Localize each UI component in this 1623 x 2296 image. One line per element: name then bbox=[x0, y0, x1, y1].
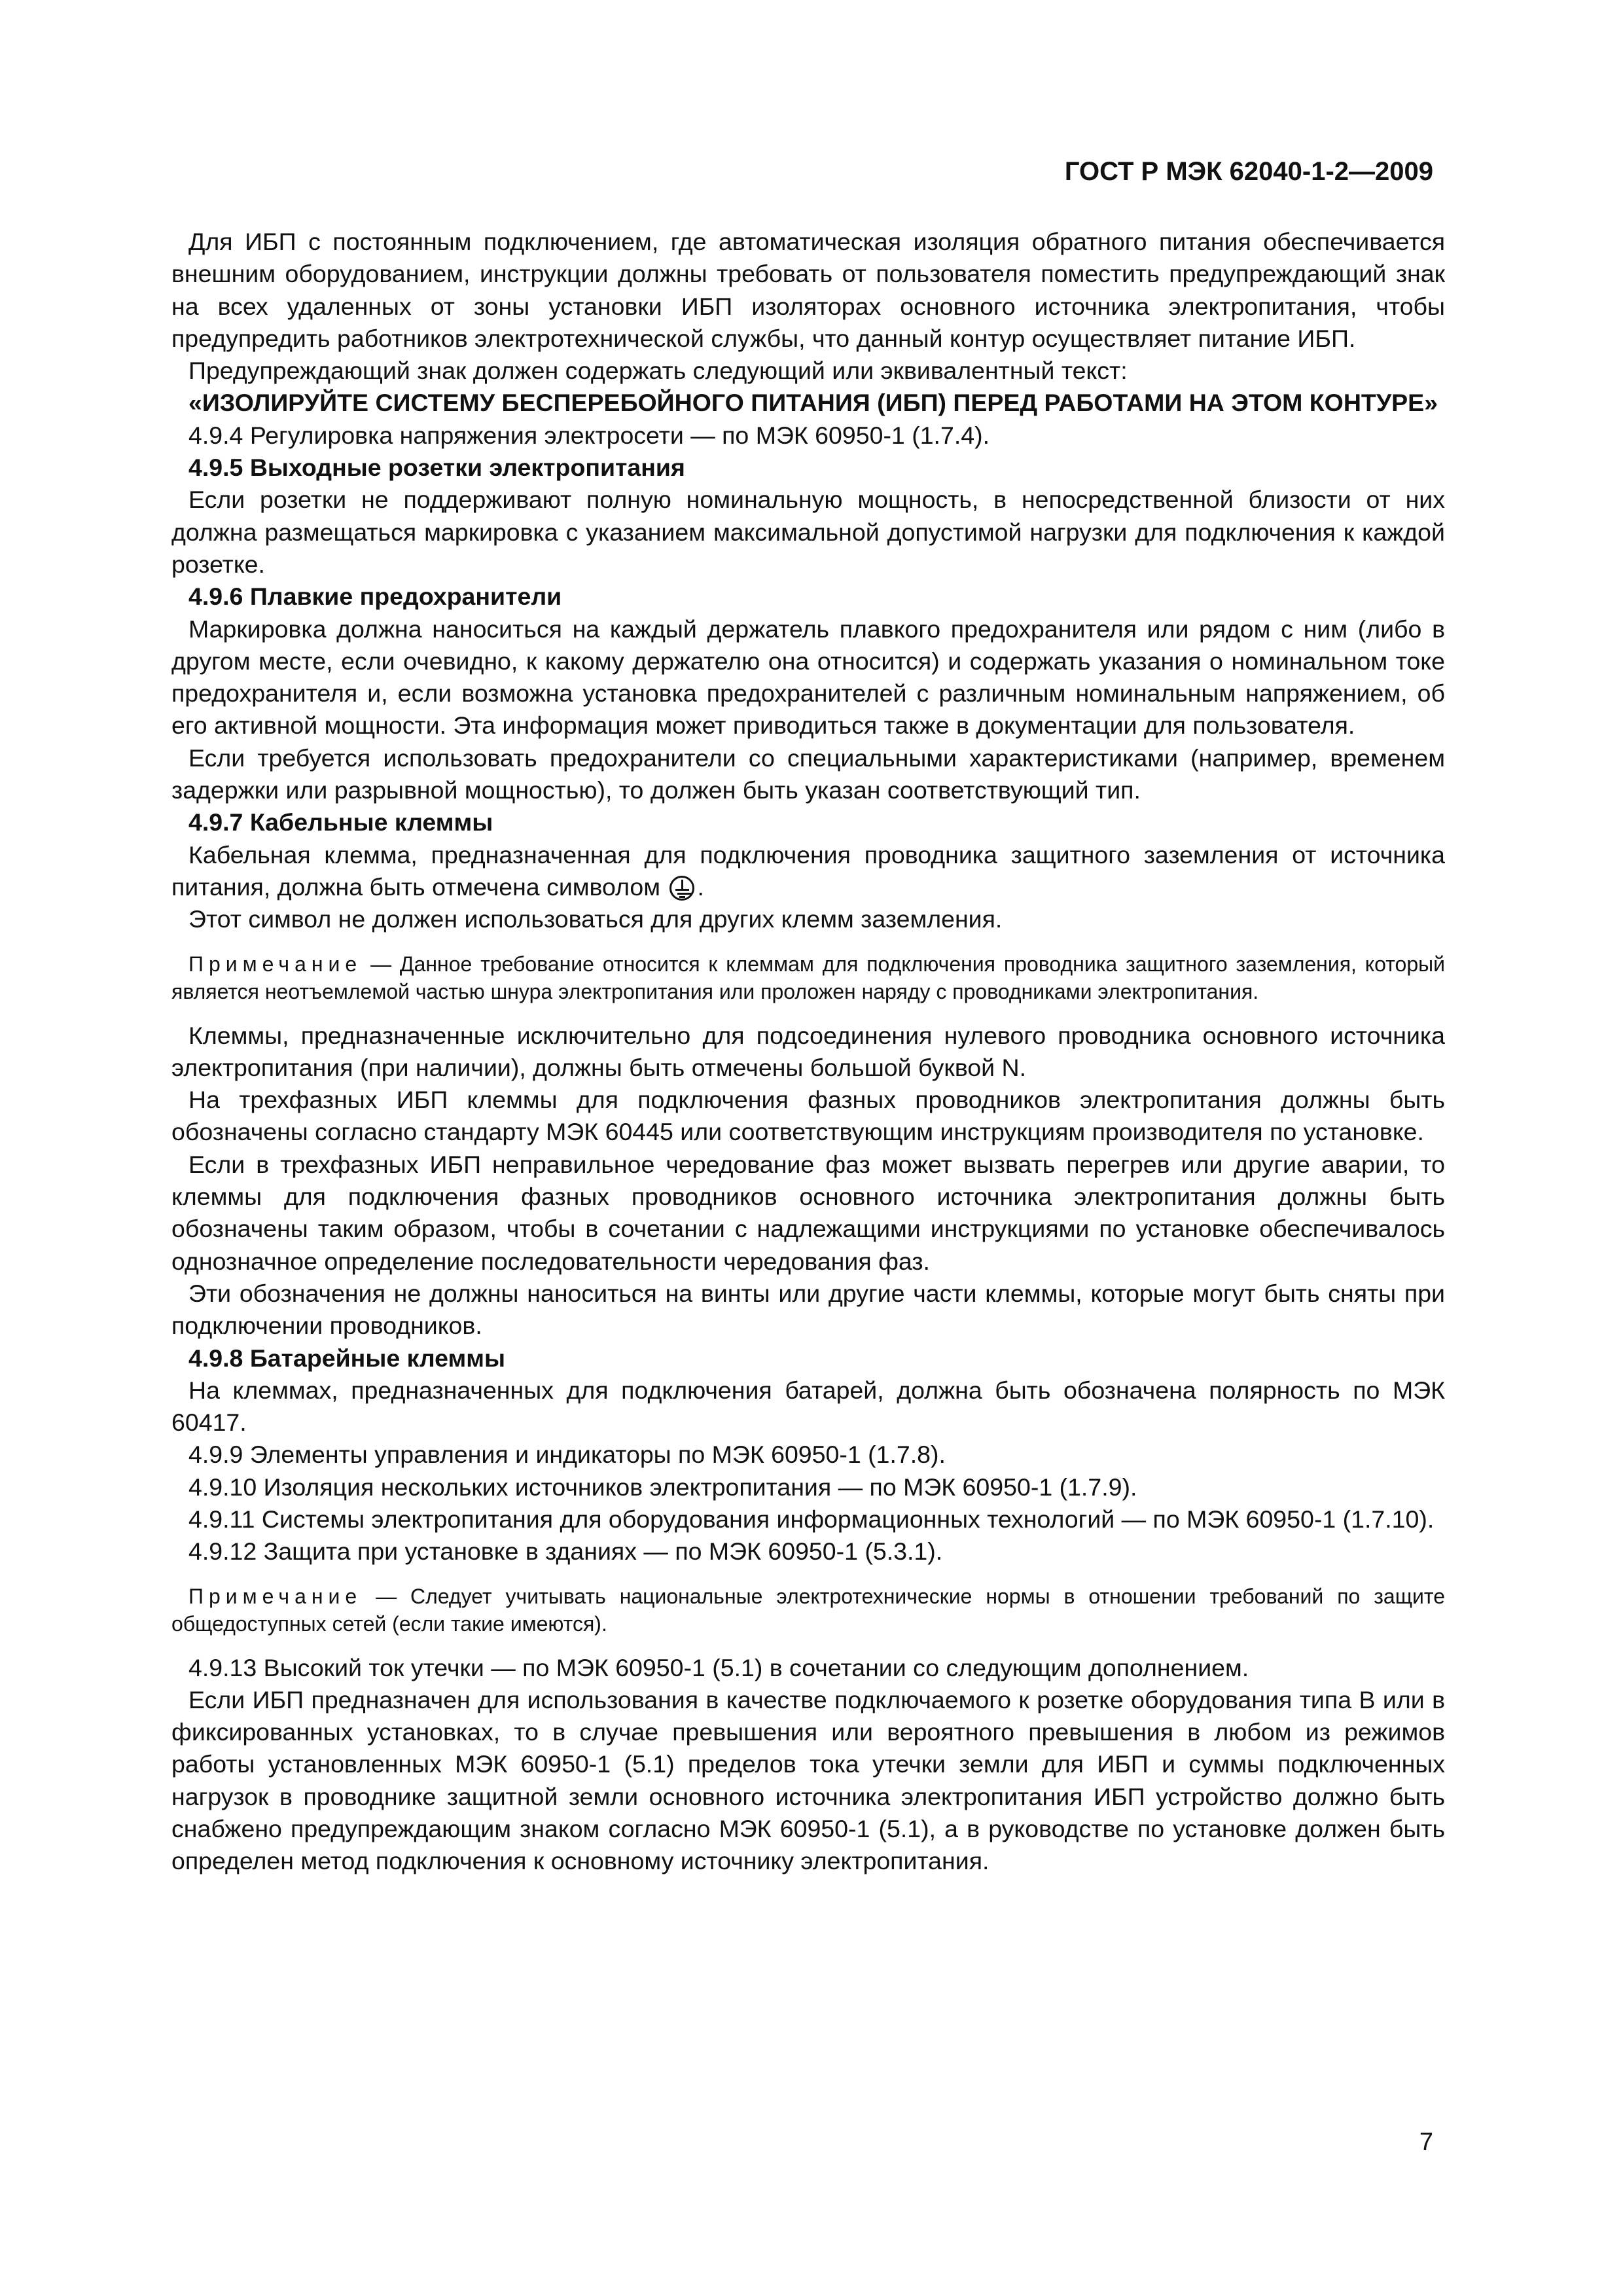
note-text: — Следует учитывать национальные электротехнические нормы в отношении требований по защите общедоступных сетей (если такие имеются). bbox=[171, 1584, 1445, 1636]
note bbox=[171, 1583, 1445, 1638]
note-label: Примечание bbox=[188, 1584, 363, 1608]
protective-earth-icon bbox=[669, 876, 694, 901]
document-header: ГОСТ Р МЭК 62040-1-2—2009 bbox=[1064, 157, 1433, 186]
note-text: — Данное требование относится к клеммам для подключения проводника защитного заземления, который является неотъемлемой частью шнура электропитания или проложен наряду с проводниками электропитания. bbox=[171, 952, 1445, 1003]
paragraph: Клеммы, предназначенные исключительно для подсоединения нулевого проводника основного источника электропитания (при наличии), должны быть отмечены большой буквой N. bbox=[171, 1021, 1445, 1081]
paragraph-text: Кабельная клемма, предназначенная для подключения проводника защитного заземления от источника питания, должна быть отмечена символом bbox=[171, 840, 1445, 901]
document-body bbox=[171, 226, 1445, 1878]
section-heading-4-9-7: 4.9.7 Кабельные клеммы bbox=[188, 808, 493, 836]
clause-4-9-11: 4.9.11 Системы электропитания для оборудования информационных технологий — по МЭК 60950-1 (1.7.10). bbox=[188, 1505, 1435, 1533]
paragraph: Для ИБП с постоянным подключением, где автоматическая изоляция обратного питания обеспечивается внешним оборудованием, инструкции должны требовать от пользователя поместить предупреждающий знак на всех удаленных от зоны установки ИБП изоляторах основного источника электропитания, чтобы предупредить работников электротехнической службы, что данный контур осуществляет питание ИБП. bbox=[171, 228, 1445, 352]
clause-4-9-12: 4.9.12 Защита при установке в зданиях — по МЭК 60950-1 (5.3.1). bbox=[188, 1537, 943, 1566]
section-heading-4-9-6: 4.9.6 Плавкие предохранители bbox=[188, 583, 562, 611]
section-heading-4-9-5: 4.9.5 Выходные розетки электропитания bbox=[188, 454, 685, 482]
paragraph: Если ИБП предназначен для использования в качестве подключаемого к розетке оборудования типа В или в фиксированных установках, то в случае превышения или вероятного превышения в любом из режимов работы установленных МЭК 60950-1 (5.1) пределов тока утечки земли для ИБП и суммы подключенных нагрузок в проводнике защитной земли основного источника электропитания ИБП устройство должно быть снабжено предупреждающим знаком согласно МЭК 60950-1 (5.1), а в руководстве по установке должен быть определен метод подключения к основному источнику электропитания. bbox=[171, 1685, 1445, 1875]
paragraph: Если требуется использовать предохранители со специальными характеристиками (например, временем задержки или разрывной мощностью), то должен быть указан соответствующий тип. bbox=[171, 744, 1445, 804]
paragraph: Эти обозначения не должны наноситься на винты или другие части клеммы, которые могут быть сняты при подключении проводников. bbox=[171, 1279, 1445, 1340]
page-number: 7 bbox=[1419, 2128, 1433, 2156]
section-heading-4-9-8: 4.9.8 Батарейные клеммы bbox=[188, 1344, 506, 1372]
note-label: Примечание bbox=[188, 952, 363, 976]
paragraph: Этот символ не должен использоваться для других клемм заземления. bbox=[188, 905, 1003, 933]
paragraph-end: . bbox=[697, 872, 704, 901]
paragraph: Маркировка должна наноситься на каждый держатель плавкого предохранителя или рядом с ним (либо в другом месте, если очевидно, к какому держателю она относится) и содержать указания о номинальном токе предохранителя и, если возможна установка предохранителей с различным номинальным напряжением, об его активной мощности. Эта информация может приводиться также в документации для пользователя. bbox=[171, 615, 1445, 740]
paragraph-with-symbol bbox=[171, 839, 1445, 904]
clause-4-9-4: 4.9.4 Регулировка напряжения электросети — по МЭК 60950-1 (1.7.4). bbox=[188, 421, 990, 449]
clause-4-9-10: 4.9.10 Изоляция нескольких источников электропитания — по МЭК 60950-1 (1.7.9). bbox=[188, 1473, 1137, 1501]
note bbox=[171, 950, 1445, 1005]
paragraph: Предупреждающий знак должен содержать следующий или эквивалентный текст: bbox=[188, 357, 1128, 385]
paragraph: На клеммах, предназначенных для подключения батарей, должна быть обозначена полярность по МЭК 60417. bbox=[171, 1376, 1445, 1437]
warning-text: «ИЗОЛИРУЙТЕ СИСТЕМУ БЕСПЕРЕБОЙНОГО ПИТАНИЯ (ИБП) ПЕРЕД РАБОТАМИ НА ЭТОМ КОНТУРЕ» bbox=[188, 389, 1438, 417]
paragraph: На трехфазных ИБП клеммы для подключения фазных проводников электропитания должны быть обозначены согласно стандарту МЭК 60445 или соответствующим инструкциям производителя по установке. bbox=[171, 1086, 1445, 1146]
paragraph: Если в трехфазных ИБП неправильное чередование фаз может вызвать перегрев или другие аварии, то клеммы для подключения фазных проводников основного источника электропитания должны быть обозначены таким образом, чтобы в сочетании с надлежащими инструкциями по установке обеспечивалось однозначное определение последовательности чередования фаз. bbox=[171, 1150, 1445, 1275]
clause-4-9-13: 4.9.13 Высокий ток утечки — по МЭК 60950-1 (5.1) в сочетании со следующим дополнением. bbox=[188, 1653, 1249, 1681]
clause-4-9-9: 4.9.9 Элементы управления и индикаторы по МЭК 60950-1 (1.7.8). bbox=[188, 1441, 946, 1469]
paragraph: Если розетки не поддерживают полную номинальную мощность, в непосредственной близости от них должна размещаться маркировка с указанием максимальной допустимой нагрузки для подключения к каждой розетке. bbox=[171, 486, 1445, 578]
